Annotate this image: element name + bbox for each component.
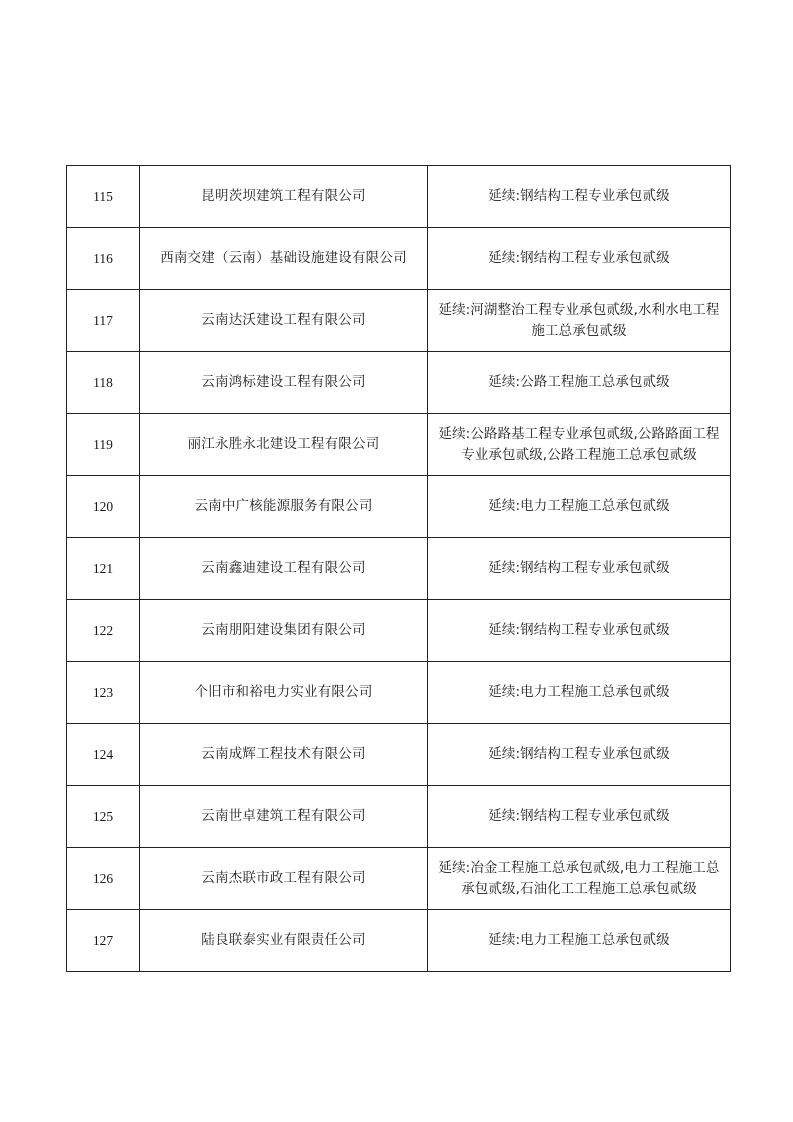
company-name: 云南世卓建筑工程有限公司 (140, 786, 428, 848)
qualification-text: 延续:冶金工程施工总承包贰级,电力工程施工总承包贰级,石油化工工程施工总承包贰级 (428, 848, 731, 910)
row-number: 115 (67, 166, 140, 228)
company-name: 云南朋阳建设集团有限公司 (140, 600, 428, 662)
table-row (67, 476, 731, 538)
row-number: 122 (67, 600, 140, 662)
row-number: 117 (67, 290, 140, 352)
row-number: 119 (67, 414, 140, 476)
table-row (67, 290, 731, 352)
table-row (67, 538, 731, 600)
table-row (67, 600, 731, 662)
company-name: 丽江永胜永北建设工程有限公司 (140, 414, 428, 476)
qualification-table (66, 165, 731, 972)
company-name: 西南交建（云南）基础设施建设有限公司 (140, 228, 428, 290)
table-row (67, 352, 731, 414)
company-name: 云南鑫迪建设工程有限公司 (140, 538, 428, 600)
table-row (67, 662, 731, 724)
qualification-text: 延续:钢结构工程专业承包贰级 (428, 600, 731, 662)
qualification-text: 延续:钢结构工程专业承包贰级 (428, 228, 731, 290)
table-row (67, 848, 731, 910)
qualification-text: 延续:电力工程施工总承包贰级 (428, 476, 731, 538)
company-name: 云南杰联市政工程有限公司 (140, 848, 428, 910)
qualification-text: 延续:河湖整治工程专业承包贰级,水利水电工程施工总承包贰级 (428, 290, 731, 352)
company-name: 云南鸿标建设工程有限公司 (140, 352, 428, 414)
company-name: 昆明茨坝建筑工程有限公司 (140, 166, 428, 228)
row-number: 127 (67, 910, 140, 972)
qualification-text: 延续:钢结构工程专业承包贰级 (428, 538, 731, 600)
table-row (67, 786, 731, 848)
row-number: 116 (67, 228, 140, 290)
row-number: 126 (67, 848, 140, 910)
table-row (67, 724, 731, 786)
table-row (67, 228, 731, 290)
qualification-text: 延续:公路工程施工总承包贰级 (428, 352, 731, 414)
qualification-text: 延续:电力工程施工总承包贰级 (428, 662, 731, 724)
table-row (67, 910, 731, 972)
row-number: 123 (67, 662, 140, 724)
row-number: 125 (67, 786, 140, 848)
company-name: 云南达沃建设工程有限公司 (140, 290, 428, 352)
qualification-text: 延续:公路路基工程专业承包贰级,公路路面工程专业承包贰级,公路工程施工总承包贰级 (428, 414, 731, 476)
table-row (67, 414, 731, 476)
company-name: 云南成辉工程技术有限公司 (140, 724, 428, 786)
qualification-text: 延续:钢结构工程专业承包贰级 (428, 166, 731, 228)
company-name: 陆良联泰实业有限责任公司 (140, 910, 428, 972)
row-number: 120 (67, 476, 140, 538)
qualification-text: 延续:电力工程施工总承包贰级 (428, 910, 731, 972)
qualification-text: 延续:钢结构工程专业承包贰级 (428, 786, 731, 848)
row-number: 118 (67, 352, 140, 414)
table-row (67, 166, 731, 228)
qualification-text: 延续:钢结构工程专业承包贰级 (428, 724, 731, 786)
row-number: 124 (67, 724, 140, 786)
company-name: 个旧市和裕电力实业有限公司 (140, 662, 428, 724)
row-number: 121 (67, 538, 140, 600)
company-name: 云南中广核能源服务有限公司 (140, 476, 428, 538)
